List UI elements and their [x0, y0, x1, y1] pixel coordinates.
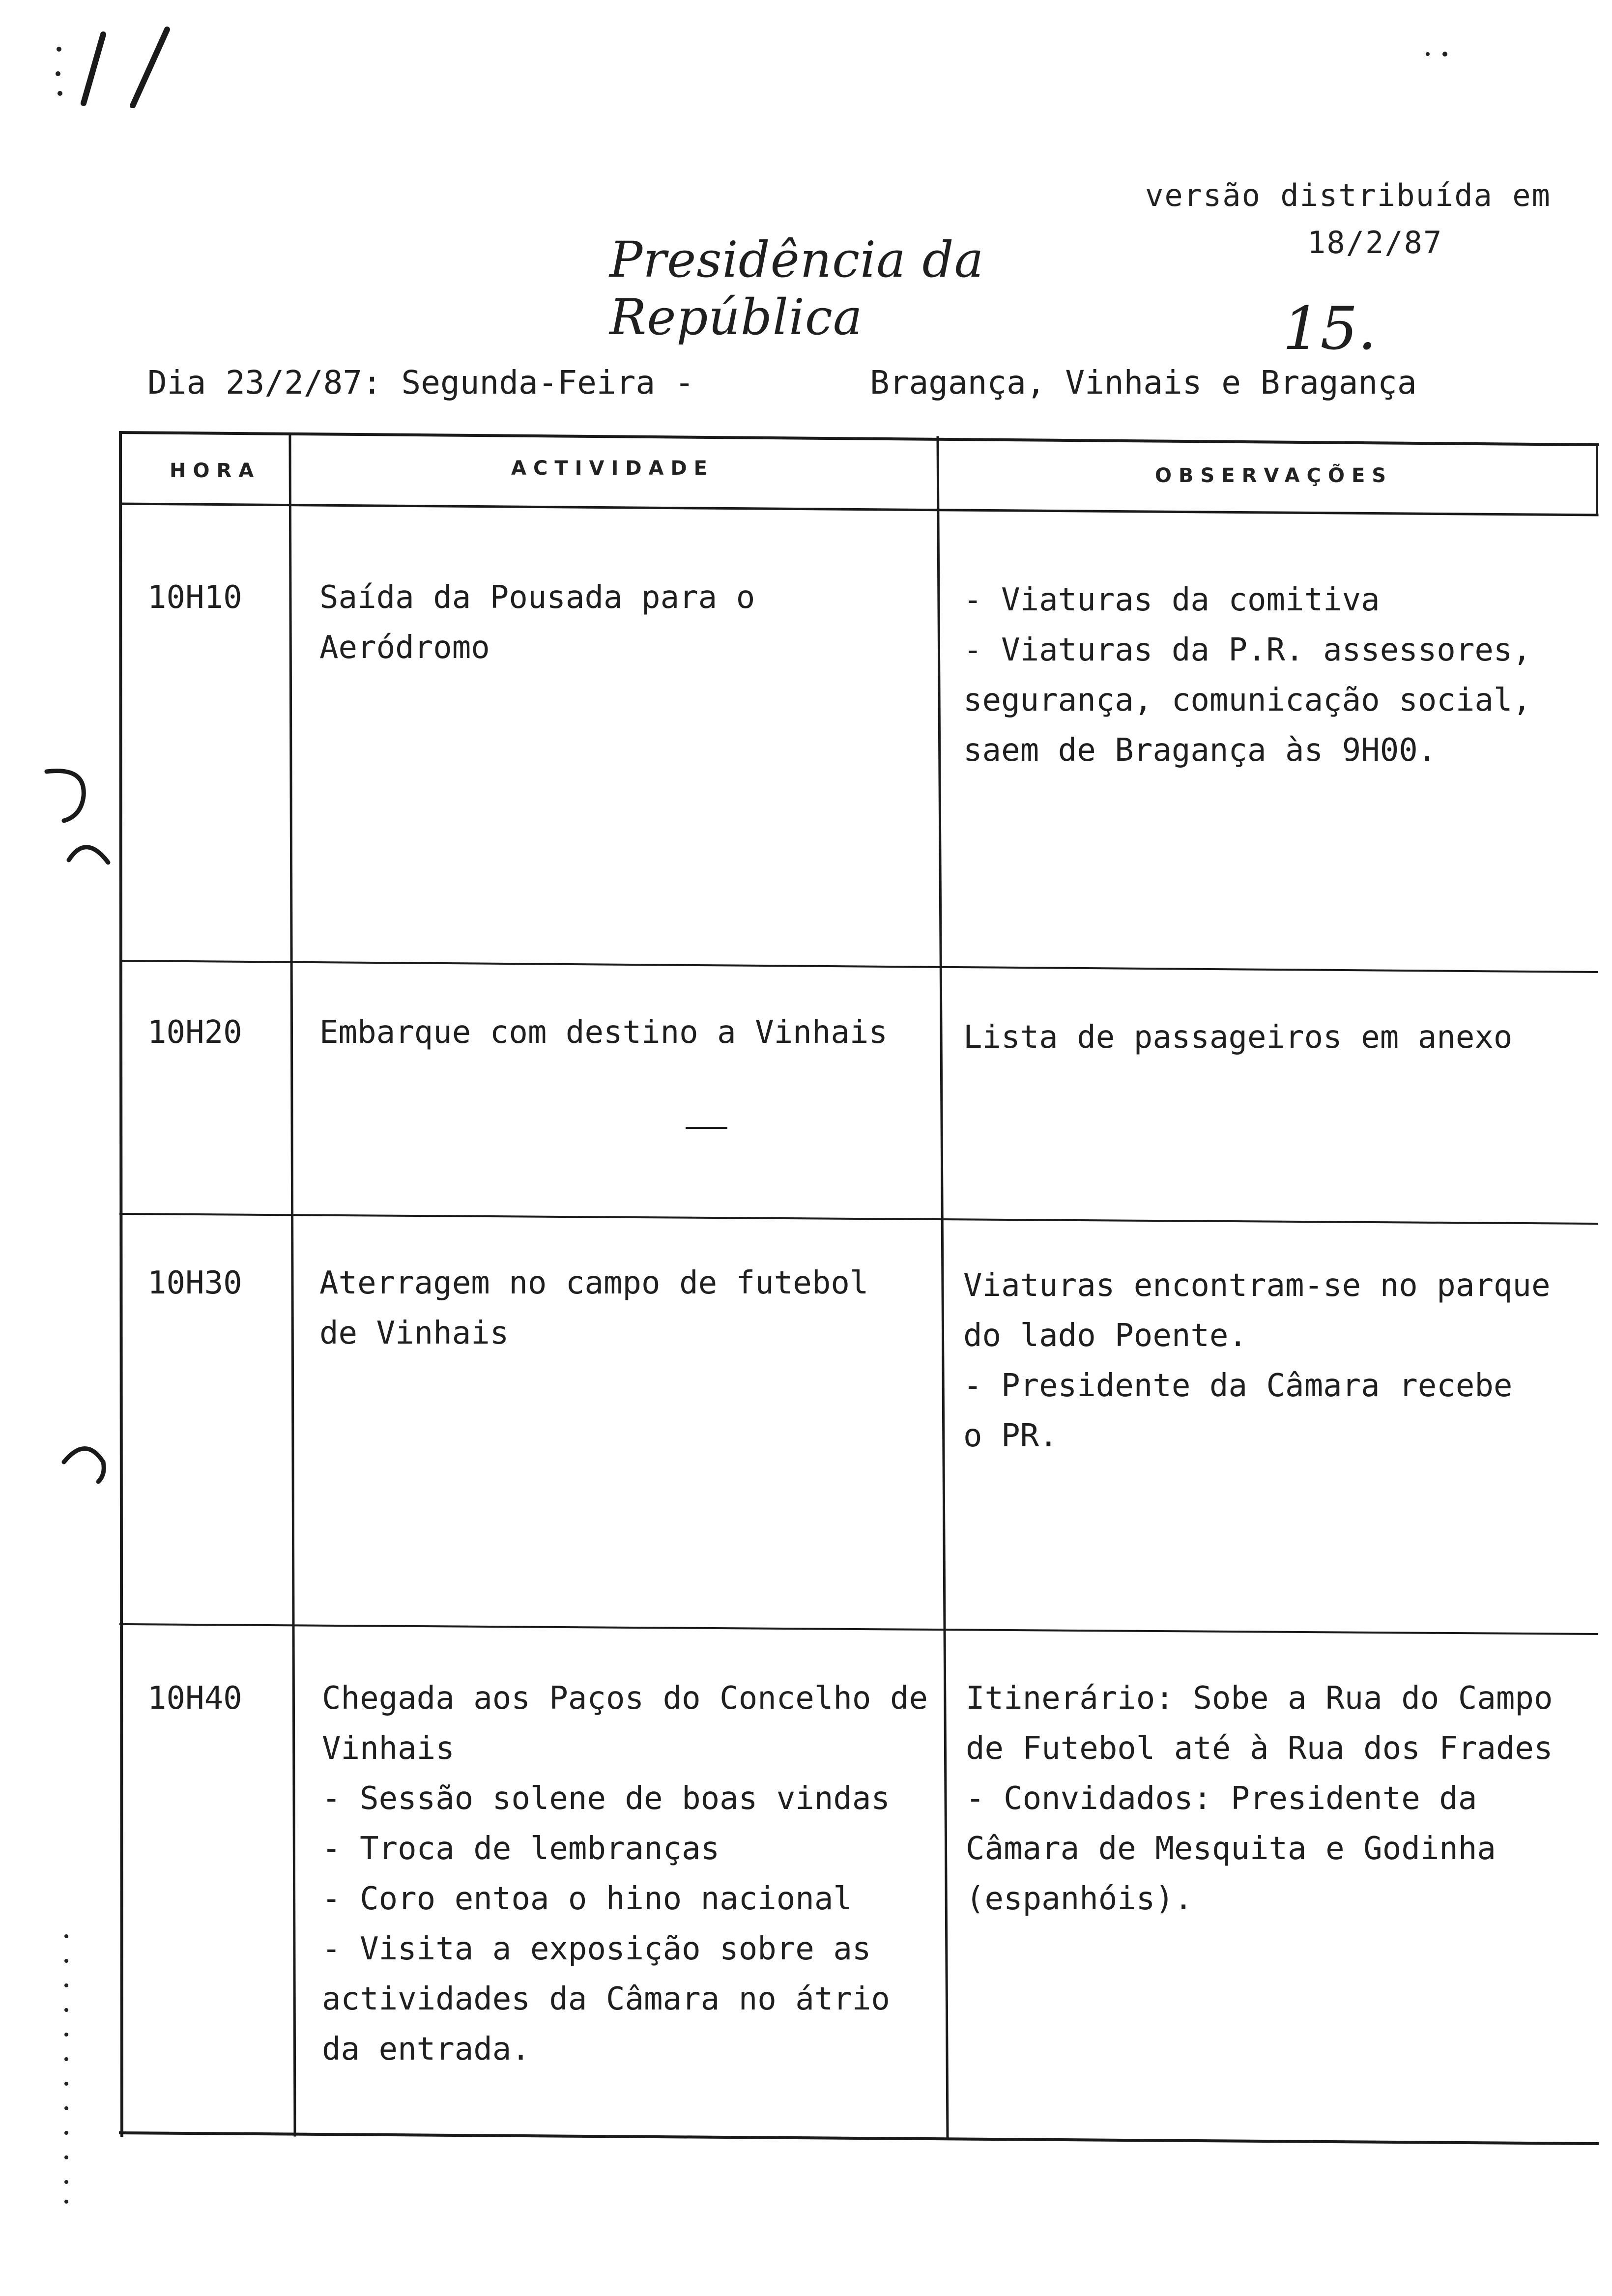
row-2-observacoes: Lista de passageiros em anexo	[963, 1019, 1513, 1056]
row-1-hora: 10H10	[147, 579, 242, 616]
row-4-observacoes: Itinerário: Sobe a Rua do Campo de Futebol até à Rua dos Frades - Convidados: Presidente da Câmara de Mesquita e Godinha (espanhóis).	[966, 1680, 1553, 1917]
row-4-actividade: Chegada aos Paços do Concelho de Vinhais - Sessão solene de boas vindas - Troca de lembranças - Coro entoa o hino nacional - Visita a exposição sobre as actividades da Câmara no átrio da entrada.	[322, 1680, 928, 2067]
row-1-observacoes: - Viaturas da comitiva - Viaturas da P.R. assessores, segurança, comunicação social, saem de Bragança às 9H00.	[963, 582, 1531, 769]
row-2-hora: 10H20	[147, 1014, 242, 1051]
column-header-observacoes: OBSERVAÇÕES	[1155, 464, 1393, 487]
column-header-hora: HORA	[170, 459, 261, 482]
column-header-actividade: ACTIVIDADE	[511, 457, 715, 480]
row-3-observacoes: Viaturas encontram-se no parque do lado Poente. - Presidente da Câmara recebe o PR.	[963, 1267, 1551, 1454]
version-line-2: 18/2/87	[1307, 225, 1443, 260]
version-line-1: versão distribuída em	[1145, 177, 1551, 213]
row-4-hora: 10H40	[147, 1680, 242, 1717]
version-note	[1145, 172, 1587, 266]
letterhead-title: Presidência da República	[609, 231, 984, 346]
row-3-hora: 10H30	[147, 1265, 242, 1301]
row-3-actividade: Aterragem no campo de futebol de Vinhais	[319, 1265, 869, 1351]
row-1-actividade: Saída da Pousada para o Aeródromo	[319, 579, 755, 666]
day-date: Dia 23/2/87: Segunda-Feira -	[147, 364, 694, 402]
row-2-actividade: Embarque com destino a Vinhais	[319, 1014, 888, 1051]
day-places: Bragança, Vinhais e Bragança	[870, 364, 1417, 402]
handwritten-page-number: 15.	[1283, 295, 1377, 363]
handwritten-slash-mark	[49, 20, 197, 108]
